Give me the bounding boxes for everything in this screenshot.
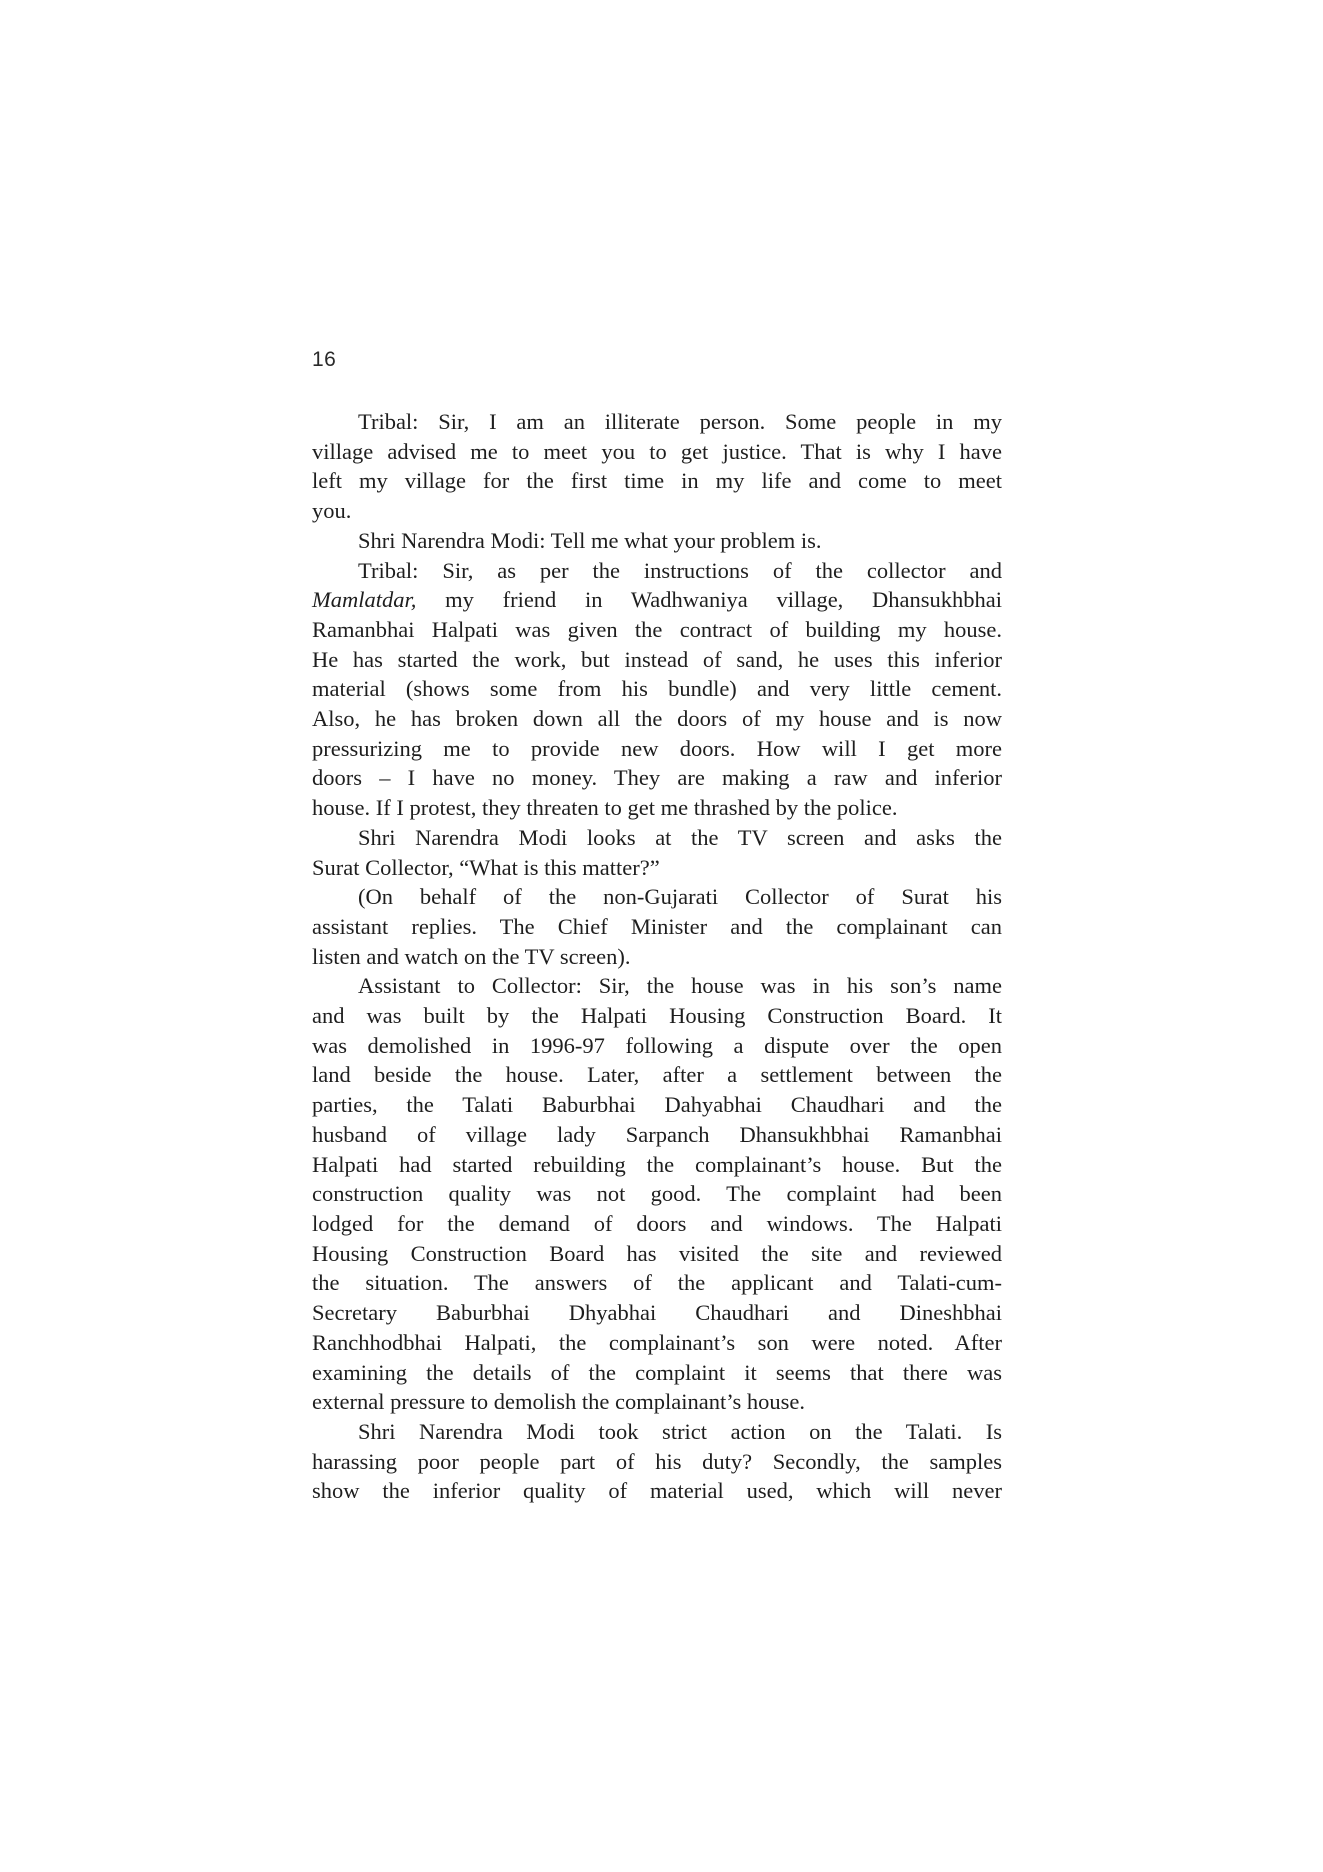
text-segment: my friend in Wadhwaniya village, Dhansukhbhai (416, 587, 1002, 613)
text-segment: husband of village lady Sarpanch Dhansukhbhai Ramanbhai (312, 1121, 1002, 1147)
text-segment: lodged for the demand of doors and windows. The Halpati (312, 1210, 1002, 1236)
text-line (312, 1298, 1002, 1328)
text-segment: pressurizing me to provide new doors. How will I get more (312, 735, 1002, 761)
text-segment: assistant replies. The Chief Minister and the complainant can (312, 913, 1002, 939)
text-segment: Shri Narendra Modi looks at the TV screen and asks the (358, 824, 1002, 850)
text-line (312, 556, 1002, 586)
text-segment: Ramanbhai Halpati was given the contract of building my house. (312, 616, 1002, 642)
text-line (312, 971, 1002, 1001)
paragraph (312, 882, 1002, 971)
text-line (312, 674, 1002, 704)
text-segment: external pressure to demolish the complainant’s house. (312, 1389, 806, 1415)
text-line (312, 734, 1002, 764)
text-segment: He has started the work, but instead of sand, he uses this inferior (312, 646, 1002, 672)
text-segment: construction quality was not good. The complaint had been (312, 1181, 1002, 1207)
text-line (312, 407, 1002, 437)
text-segment: material (shows some from his bundle) and very little cement. (312, 676, 1002, 702)
text-segment: house. If I protest, they threaten to get me thrashed by the police. (312, 795, 898, 821)
text-line (312, 1150, 1002, 1180)
text-segment: left my village for the first time in my life and come to meet (312, 468, 1002, 494)
paragraph (312, 1417, 1002, 1506)
paragraph (312, 823, 1002, 882)
text-segment: land beside the house. Later, after a settlement between the (312, 1062, 1002, 1088)
text-segment: listen and watch on the TV screen). (312, 943, 631, 969)
paragraph (312, 971, 1002, 1417)
text-segment: parties, the Talati Baburbhai Dahyabhai Chaudhari and the (312, 1092, 1002, 1118)
text-line (312, 1417, 1002, 1447)
paragraph (312, 407, 1002, 526)
text-segment: Ranchhodbhai Halpati, the complainant’s son were noted. After (312, 1329, 1002, 1355)
text-segment: examining the details of the complaint it seems that there was (312, 1359, 1002, 1385)
text-segment: Secretary Baburbhai Dhyabhai Chaudhari and Dineshbhai (312, 1300, 1002, 1326)
text-segment: village advised me to meet you to get justice. That is why I have (312, 438, 1002, 464)
text-segment: harassing poor people part of his duty? Secondly, the samples (312, 1448, 1002, 1474)
text-segment: Shri Narendra Modi took strict action on the Talati. Is (358, 1418, 1002, 1444)
text-segment: Also, he has broken down all the doors of my house and is now (312, 706, 1002, 732)
paragraph (312, 556, 1002, 823)
text-line (312, 615, 1002, 645)
text-line (312, 1476, 1002, 1506)
text-line (312, 1447, 1002, 1477)
text-line (312, 823, 1002, 853)
text-line (312, 793, 1002, 823)
text-line (312, 1120, 1002, 1150)
italic-text-segment: Mamlatdar, (312, 587, 417, 613)
text-line (312, 1239, 1002, 1269)
text-line (312, 1209, 1002, 1239)
text-line (312, 466, 1002, 496)
text-line (312, 1031, 1002, 1061)
text-line (312, 526, 1002, 556)
text-segment: Tribal: Sir, I am an illiterate person. Some people in my (358, 409, 1002, 434)
text-line (312, 645, 1002, 675)
text-line (312, 1328, 1002, 1358)
text-line (312, 704, 1002, 734)
text-line (312, 763, 1002, 793)
text-line (312, 1090, 1002, 1120)
text-segment: Shri Narendra Modi: Tell me what your problem is. (358, 527, 822, 553)
text-line (312, 1060, 1002, 1090)
text-segment: was demolished in 1996-97 following a dispute over the open (312, 1032, 1002, 1058)
text-line (312, 1001, 1002, 1031)
text-segment: Assistant to Collector: Sir, the house was in his son’s name (358, 973, 1002, 999)
text-line (312, 942, 1002, 972)
body-text-block (312, 407, 1002, 1506)
text-segment: Housing Construction Board has visited the site and reviewed (312, 1240, 1002, 1266)
text-line (312, 1358, 1002, 1388)
text-line (312, 882, 1002, 912)
text-line (312, 437, 1002, 467)
text-line (312, 912, 1002, 942)
text-segment: show the inferior quality of material used, which will never (312, 1478, 1002, 1504)
text-segment: the situation. The answers of the applicant and Talati-cum- (312, 1270, 1002, 1296)
text-line (312, 1179, 1002, 1209)
text-segment: and was built by the Halpati Housing Construction Board. It (312, 1003, 1002, 1029)
paragraph (312, 526, 1002, 556)
text-line (312, 496, 1002, 526)
text-segment: Surat Collector, “What is this matter?” (312, 854, 660, 880)
text-line (312, 585, 1002, 615)
text-segment: Halpati had started rebuilding the complainant’s house. But the (312, 1151, 1002, 1177)
text-line (312, 853, 1002, 883)
text-segment: doors – I have no money. They are making a raw and inferior (312, 765, 1002, 791)
text-line (312, 1387, 1002, 1417)
text-segment: you. (312, 498, 352, 524)
page-number: 16 (312, 348, 337, 371)
text-segment: (On behalf of the non-Gujarati Collector of Surat his (358, 884, 1002, 910)
text-segment: Tribal: Sir, as per the instructions of the collector and (358, 557, 1002, 583)
text-line (312, 1268, 1002, 1298)
